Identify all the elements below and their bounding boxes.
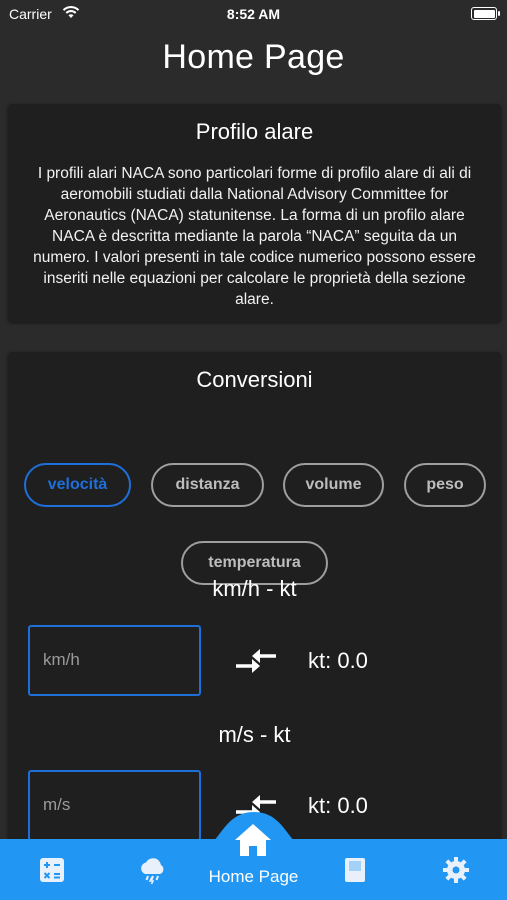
chip-temperatura[interactable]: temperatura (181, 541, 328, 585)
kt-result: kt: 0.0 (308, 648, 368, 673)
status-bar (0, 0, 507, 28)
battery-icon (471, 7, 497, 20)
chip-peso[interactable]: peso (404, 463, 486, 507)
carrier-label: Carrier (9, 6, 52, 22)
swap-icon[interactable] (234, 646, 278, 676)
kmh-input[interactable]: km/h (28, 625, 201, 696)
page-title: Home Page (162, 38, 345, 76)
conversions-title: Conversioni (196, 367, 313, 392)
clock: 8:52 AM (226, 6, 281, 22)
info-card (8, 104, 501, 322)
kt-result: kt: 0.0 (308, 793, 368, 818)
conversions-card (8, 352, 501, 852)
info-card-body: I profili alari NACA sono particolari forme di profilo alare di ali di aeromobili studiati dalla National Advisory Committee for Aeronautics (NACA) statunitense. La forma di un profilo alare NACA è descritta mediante la parola “NACA” seguita da un numero. I valori presenti in tale codice numerico possono essere inseriti nelle equazioni per calcolare le proprietà della sezione alare. (33, 165, 476, 308)
ms-input[interactable]: m/s (28, 770, 201, 841)
tab-home-label[interactable]: Home Page (208, 867, 299, 886)
home-icon[interactable] (233, 822, 273, 858)
info-card-title: Profilo alare (195, 119, 314, 144)
chip-distanza[interactable]: distanza (151, 463, 264, 507)
chip-velocita[interactable]: velocità (24, 463, 131, 507)
chip-volume[interactable]: volume (283, 463, 384, 507)
conversion-title: m/s - kt (218, 722, 291, 747)
conversion-title: km/h - kt (212, 576, 297, 601)
